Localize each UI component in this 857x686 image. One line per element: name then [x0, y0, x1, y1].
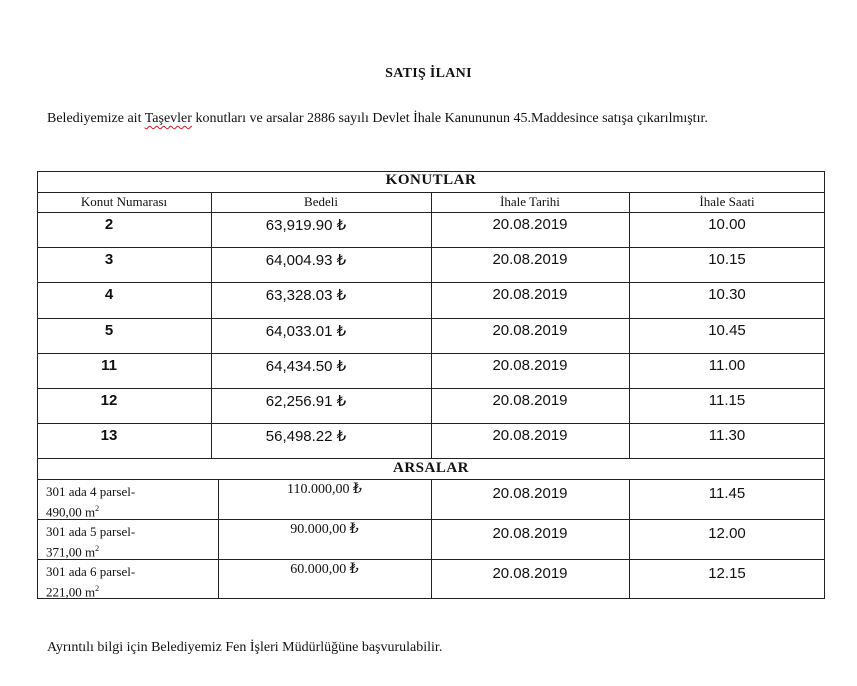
konut-number: 12: [100, 392, 118, 409]
auction-time: 11.30: [708, 427, 746, 445]
parcel-description: [42, 523, 215, 560]
konut-price: 56,498.22 ₺: [265, 428, 347, 446]
unit-superscript: 2: [95, 504, 100, 513]
table-rule: [37, 458, 825, 459]
konut-number: 3: [104, 251, 114, 269]
column-header: İhale Tarihi: [500, 194, 560, 209]
parcel-description: [42, 563, 215, 600]
auction-time: 10.30: [708, 286, 746, 304]
parcel-price: 90.000,00 ₺: [290, 522, 359, 537]
konut-price: 64,004.93 ₺: [265, 252, 347, 270]
auction-date: 20.08.2019: [492, 286, 568, 304]
parcel-line-2: [46, 580, 215, 600]
konut-number: 11: [101, 356, 117, 374]
auction-time: 12.00: [708, 525, 746, 542]
parcel-line-1: 301 ada 6 parsel-: [46, 564, 136, 579]
auction-date: 20.08.2019: [492, 485, 568, 502]
footer-note: Ayrıntılı bilgi için Belediyemiz Fen İşleri Müdürlüğüne başvurulabilir.: [47, 640, 443, 655]
parcel-price: 60.000,00 ₺: [290, 562, 359, 577]
column-header: Konut Numarası: [80, 194, 168, 209]
table-rule: [37, 318, 825, 319]
konut-price: 64,434.50 ₺: [265, 357, 347, 375]
parcel-line-2: [46, 540, 215, 560]
unit-superscript: 2: [95, 584, 100, 593]
table-rule: [37, 282, 825, 283]
konut-number: 2: [104, 216, 114, 233]
auction-time: 10.15: [708, 251, 746, 269]
unit-superscript: 2: [95, 544, 100, 553]
auction-date: 20.08.2019: [492, 216, 568, 233]
konut-number: 4: [104, 286, 114, 304]
table-rule: [37, 423, 825, 424]
konut-price: 64,033.01 ₺: [265, 322, 347, 340]
table-rule: [37, 388, 825, 389]
column-header: İhale Saati: [699, 194, 755, 209]
auction-time: 10.45: [708, 321, 746, 339]
parcel-line-1: 301 ada 5 parsel-: [46, 524, 136, 539]
konut-number: 5: [104, 321, 114, 339]
intro-text-1: Belediyemize ait: [47, 111, 145, 126]
auction-date: 20.08.2019: [492, 565, 568, 582]
auction-time: 11.15: [708, 392, 746, 409]
table-rule: [37, 559, 825, 560]
auction-date: 20.08.2019: [492, 321, 568, 339]
konut-price: 63,328.03 ₺: [265, 287, 347, 305]
konut-price: 63,919.90 ₺: [265, 217, 347, 234]
table-rule: [37, 519, 825, 520]
auction-time: 10.00: [708, 216, 746, 233]
table-rule: [37, 247, 825, 248]
auction-date: 20.08.2019: [492, 356, 568, 374]
konut-price: 62,256.91 ₺: [265, 393, 347, 410]
auction-date: 20.08.2019: [492, 427, 568, 445]
parcel-area: 490,00 m: [46, 504, 96, 520]
parcel-line-1: 301 ada 4 parsel-: [46, 484, 136, 499]
parcel-description: [42, 483, 215, 520]
auction-date: 20.08.2019: [492, 525, 568, 542]
intro-paragraph: [47, 108, 825, 130]
table-rule: [37, 353, 825, 354]
arsalar-heading: ARSALAR: [392, 460, 469, 476]
column-header: Bedeli: [304, 194, 338, 209]
auction-date: 20.08.2019: [492, 251, 568, 269]
auction-time: 12.15: [708, 565, 746, 582]
parcel-line-2: [46, 500, 215, 520]
auction-date: 20.08.2019: [492, 392, 568, 409]
auction-time: 11.45: [708, 485, 746, 502]
intro-text-2: konutları ve arsalar 2886 sayılı Devlet İhale Kanununun 45.Maddesince satışa çıkarılmıştır.: [191, 111, 708, 126]
parcel-price: 110.000,00 ₺: [287, 482, 362, 497]
auction-time: 11.00: [708, 356, 746, 374]
parcel-area: 371,00 m: [46, 544, 96, 560]
page-title: SATIŞ İLANI: [385, 66, 472, 81]
intro-underlined-word: Taşevler: [144, 111, 192, 126]
konut-number: 13: [100, 427, 118, 445]
konutlar-heading: KONUTLAR: [385, 172, 477, 188]
parcel-area: 221,00 m: [46, 584, 96, 600]
